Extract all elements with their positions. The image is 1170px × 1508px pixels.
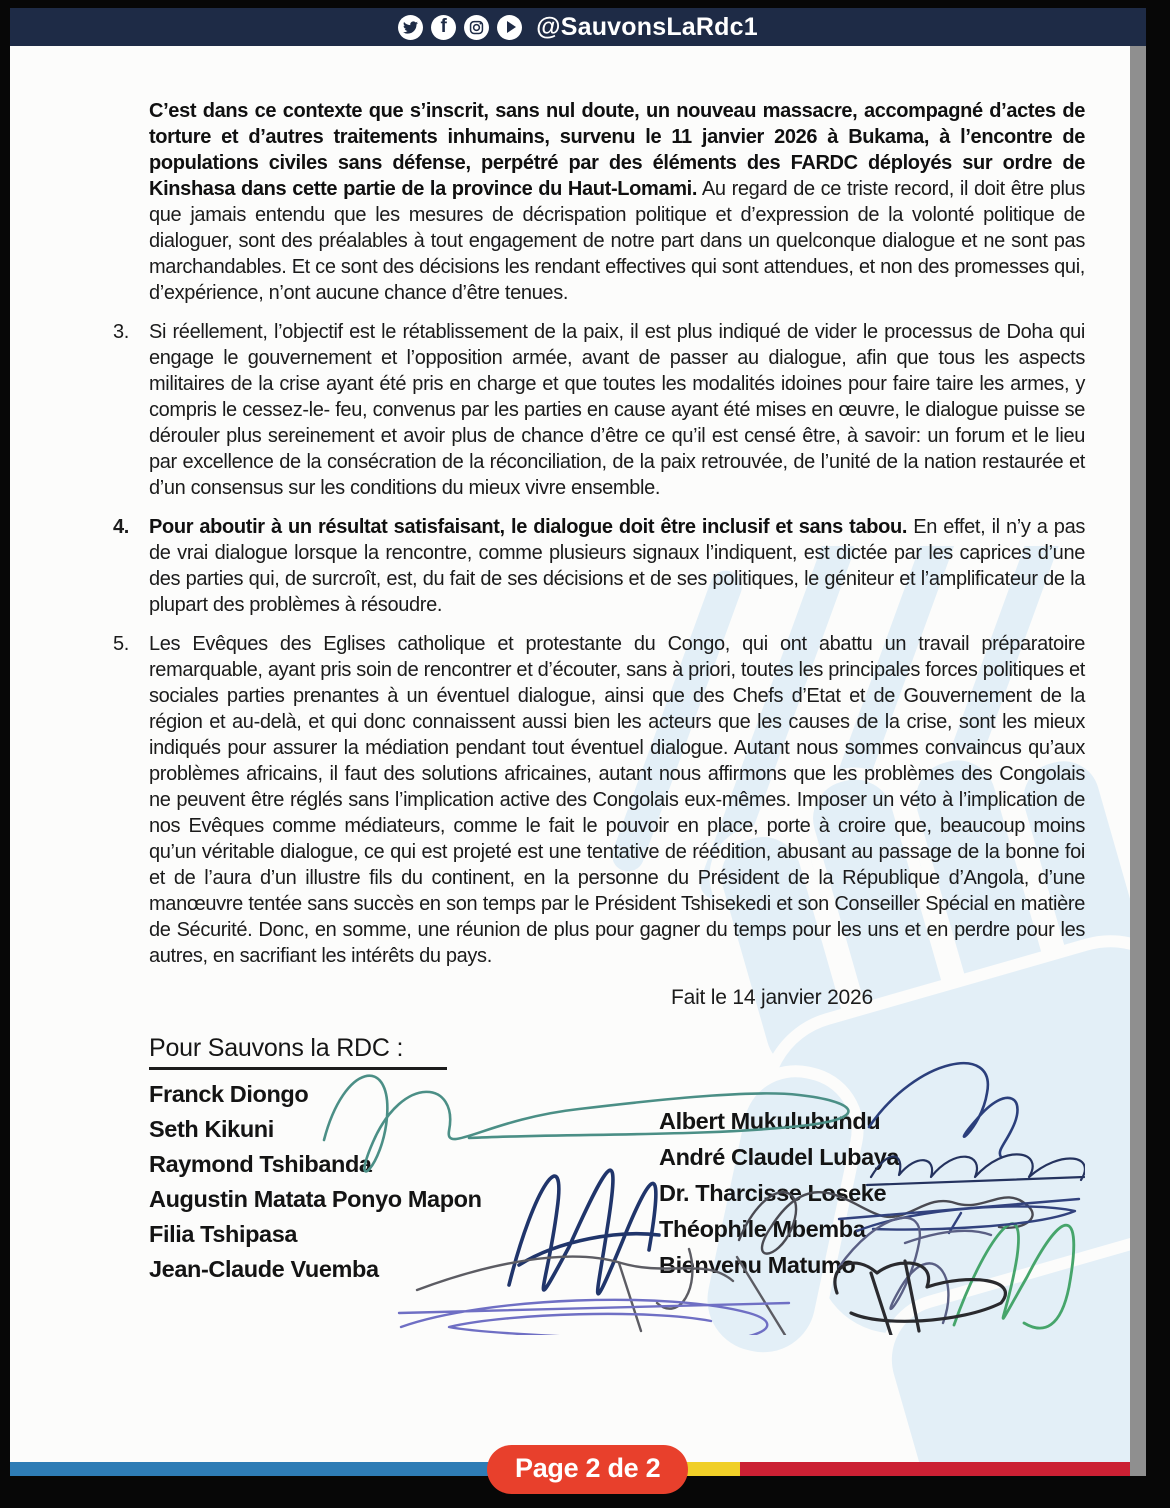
signatory-name: Dr. Tharcisse Loseke bbox=[659, 1180, 887, 1206]
social-bar bbox=[10, 8, 1146, 46]
item-4-text bbox=[149, 514, 1085, 618]
social-icons bbox=[398, 15, 522, 40]
item-3-number: 3. bbox=[113, 321, 129, 343]
signature-column-left bbox=[149, 1072, 659, 1282]
intro-regular-text: Au regard de ce triste record, il doit être plus que jamais entendu que les mesures de décrispation politique et d’expression de la volonté politique de dialoguer, sont des préalables à tout engagement de notre part dans un quelconque dialogue et ne sont pas marchandables. Et ce sont des décisions les rendant effectives qui sont attendues, et non des promesses qui, d’expérience, n’ont aucune chance d’être tenues. bbox=[149, 178, 1085, 304]
date-line: Fait le 14 janvier 2026 bbox=[670, 986, 873, 1009]
intro-bold-text: C’est dans ce contexte que s’inscrit, sans nul doute, un nouveau massacre, accompagné d’actes de torture et d’autres traitements inhumains, survenu le 11 janvier 2026 à Bukama, à l’encontre de populations civiles sans défense, perpétré par des éléments des FARDC déployés sur ordre de Kinshasa dans cette partie de la province du Haut-Lomami. bbox=[149, 100, 1085, 200]
signatory-name: André Claudel Lubaya bbox=[659, 1144, 900, 1170]
signatory-name: Jean-Claude Vuemba bbox=[149, 1256, 379, 1282]
document-content bbox=[10, 46, 1130, 1335]
list-item-5 bbox=[113, 631, 1085, 969]
social-handle: @SauvonsLaRdc1 bbox=[536, 12, 758, 41]
signatory-name: Augustin Matata Ponyo Mapon bbox=[149, 1186, 482, 1212]
youtube-icon bbox=[497, 15, 522, 40]
page-number-badge: Page 2 de 2 bbox=[487, 1445, 688, 1494]
facebook-icon: f bbox=[431, 15, 456, 40]
signatory-name: Théophile Mbemba bbox=[659, 1216, 866, 1242]
signatory-name: Bienvenu Matumo bbox=[659, 1252, 856, 1278]
signature-column-right bbox=[659, 1072, 1085, 1282]
list-item-3 bbox=[113, 319, 1085, 501]
signature-jean-claude-vuemba bbox=[399, 1300, 789, 1335]
flag-stripe-red bbox=[740, 1462, 1133, 1476]
signatory-name: Seth Kikuni bbox=[149, 1116, 274, 1142]
signature-heading: Pour Sauvons la RDC : bbox=[149, 1035, 447, 1070]
signatory-name: Filia Tshipasa bbox=[149, 1221, 298, 1247]
signatory-name: Raymond Tshibanda bbox=[149, 1151, 372, 1177]
twitter-icon bbox=[398, 15, 423, 40]
page-body bbox=[10, 46, 1130, 1462]
instagram-icon bbox=[464, 15, 489, 40]
paragraph-intro bbox=[149, 98, 1085, 306]
list-item-4 bbox=[113, 514, 1085, 618]
item-4-regular-text: En effet, il n’y a pas de vrai dialogue lorsque la rencontre, comme plusieurs signaux l’indiquent, est dictée par les caprices d’une des parties qui, de surcroît, est, du fait de ses décisions et de ses politiques, le géniteur et l’amplificateur de la plupart des problèmes à résoudre. bbox=[149, 516, 1085, 616]
signatory-name: Franck Diongo bbox=[149, 1081, 309, 1107]
item-5-number: 5. bbox=[113, 633, 129, 655]
signatory-name: Albert Mukulubundu bbox=[659, 1108, 881, 1134]
scan-edge-strip bbox=[1130, 46, 1146, 1476]
item-4-bold-text: Pour aboutir à un résultat satisfaisant, le dialogue doit être inclusif et sans tabou. bbox=[149, 516, 908, 538]
item-5-text: Les Evêques des Eglises catholique et protestante du Congo, qui ont abattu un travail préparatoire remarquable, ayant pris soin de rencontrer et d’écouter, sans à priori, toutes les principales forces politiques et sociales parties prenantes à un éventuel dialogue, ainsi que des Chefs d’Etat et de Gouvernement de la région et au-delà, et qui donc connaissent aussi bien les acteurs que les causes de la crise, sont les mieux indiqués pour assurer la médiation pendant tout éventuel dialogue. Autant nous sommes convaincus qu’aux problèmes africains, il faut des solutions africaines, autant nous affirmons que les problèmes des Congolais ne peuvent être réglés sans l’implication active des Congolais eux-mêmes. Imposer un véto à l’implication de nos Evêques comme médiateurs, comme le fait le pouvoir en place, porte à croire que, beaucoup moins qu’un véritable dialogue, ce qui est projeté est une tentative de réédition, abusant au passage de la bonne foi et de l’aura d’un illustre fils du continent, en la personne du Président de la République d’Angola, d’une manœuvre tentée sans succès en son temps par le Président Tshisekedi et son Conseiller Spécial en matière de Sécurité. Donc, en somme, une réunion de plus pour gagner du temps pour les uns et en perdre pour les autres, en sacrifiant les intérêts du pays. bbox=[149, 633, 1085, 967]
signature-section bbox=[149, 1035, 1085, 1335]
item-3-text: Si réellement, l’objectif est le rétablissement de la paix, il est plus indiqué de vider le processus de Doha qui engage le gouvernement et l’opposition armée, avant de passer au dialogue, afin que tous les aspects militaires de la crise ayant été pris en charge et que toutes les modalités idoines pour faire taire les armes, y compris le cessez-le- feu, convenus par les parties en cause ayant été mises en œuvre, le dialogue puisse se dérouler plus sereinement et avoir plus de chance d’être ce qu’il est censé être, à savoir: un forum et le lieu par excellence de la consécration de la réconciliation, de la paix retrouvée, de l’unité de la nation restaurée et d’un consensus sur les conditions du mieux vivre ensemble. bbox=[149, 321, 1085, 499]
item-4-number: 4. bbox=[113, 516, 129, 538]
